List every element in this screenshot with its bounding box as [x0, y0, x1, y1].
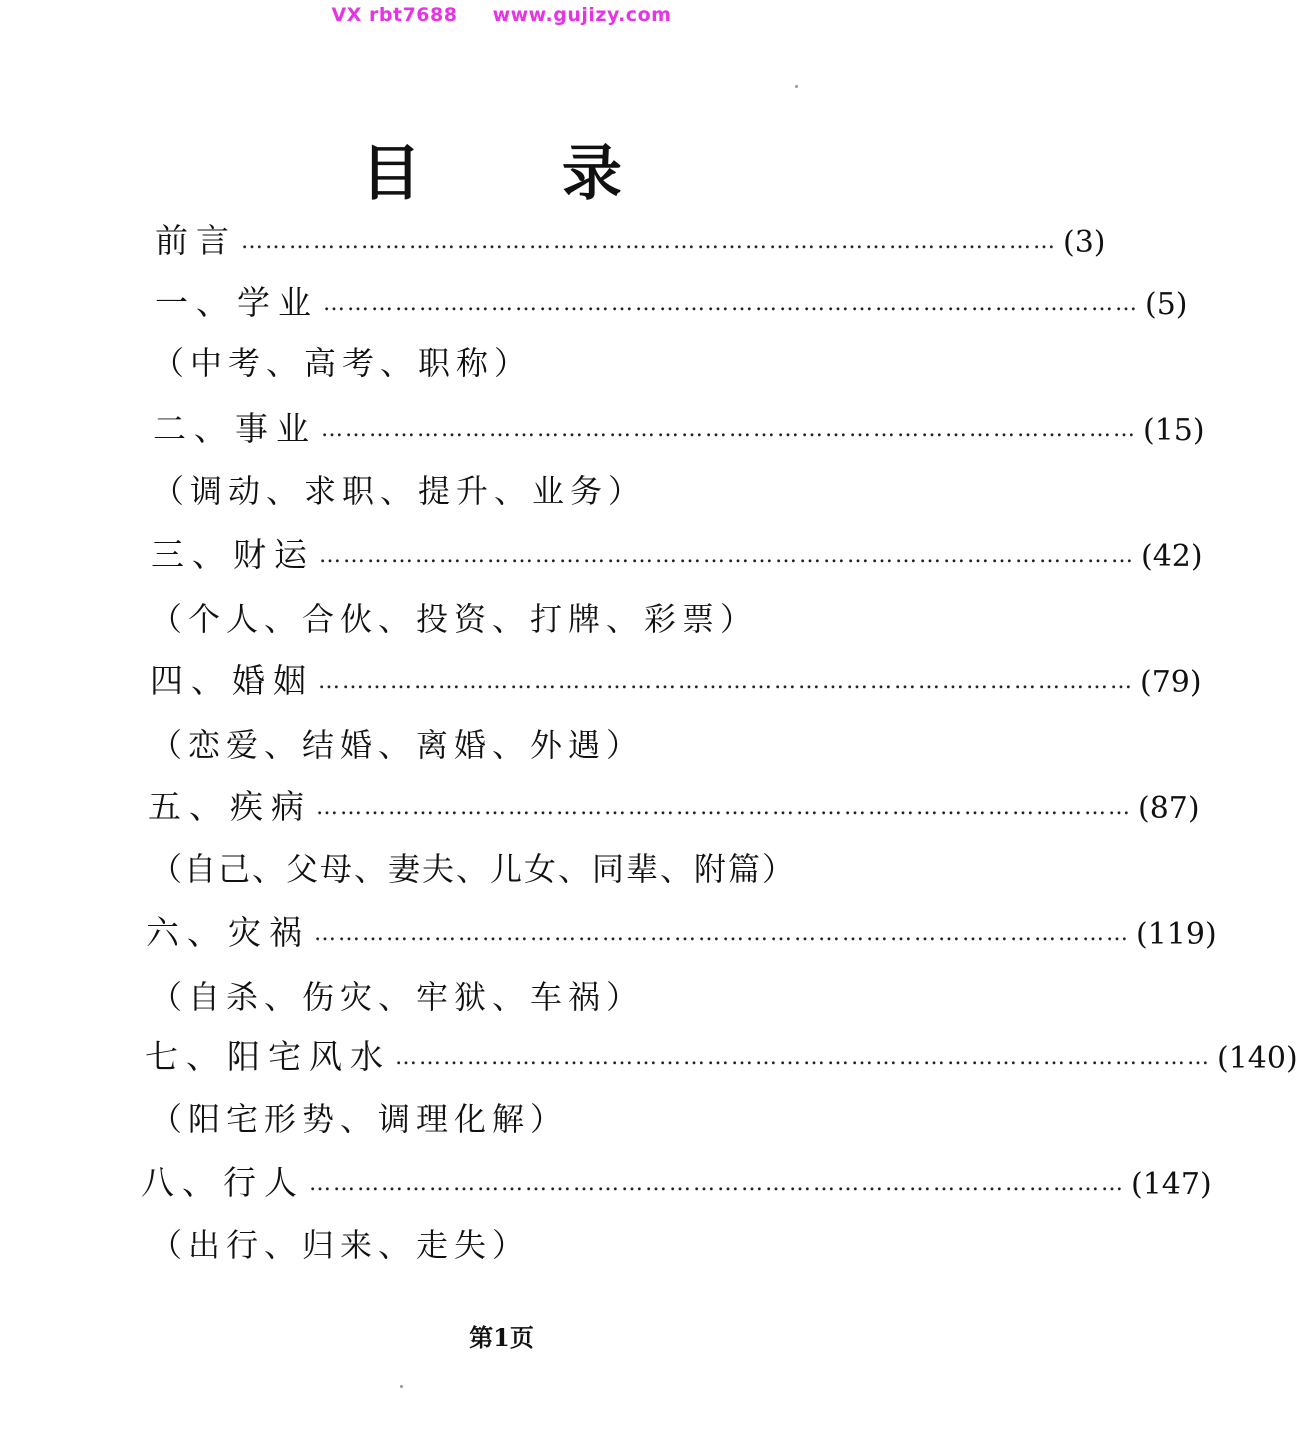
toc-entry-page: (42): [1141, 538, 1203, 574]
toc-entry-subtopics: （阳宅形势、调理化解）: [150, 1100, 569, 1138]
toc-entry-label: 一、学业: [155, 282, 319, 322]
toc-entry-label: 三、财运: [151, 534, 315, 574]
toc-entry: [150, 656, 1202, 700]
toc-entry-subtopics: （出行、归来、走失）: [150, 1226, 531, 1264]
toc-entry: [145, 1032, 1298, 1076]
toc-entry-page: (15): [1143, 412, 1205, 448]
toc-entry-page: (79): [1140, 664, 1202, 700]
toc-entry: [151, 530, 1203, 574]
toc-entry-label: 四、婚姻: [150, 660, 314, 700]
toc-entry: [155, 216, 1106, 260]
toc-entry-label: 七、阳宅风水: [145, 1036, 391, 1076]
page-number: 第1页: [469, 1323, 534, 1352]
leader-dots: …………………………………………………………………………………………: [318, 668, 1134, 694]
toc-entry-subtopics: （个人、合伙、投资、打牌、彩票）: [150, 600, 759, 638]
toc-entry-subtopics: （自己、父母、妻夫、儿女、同辈、附篇）: [150, 850, 797, 888]
leader-dots: …………………………………………………………………………………………: [316, 794, 1132, 820]
watermark-vx: VX rbt7688: [331, 4, 458, 26]
toc-entry-label: 二、事业: [153, 408, 317, 448]
toc-entry: [141, 1158, 1212, 1202]
toc-entry-subtopics: （恋爱、结婚、离婚、外遇）: [150, 726, 645, 764]
leader-dots: …………………………………………………………………………………………: [314, 920, 1130, 946]
toc-entry-page: (3): [1063, 224, 1106, 260]
leader-dots: …………………………………………………………………………………………: [321, 416, 1137, 442]
leader-dots: …………………………………………………………………………………………: [395, 1044, 1211, 1070]
leader-dots: …………………………………………………………………………………………: [241, 228, 1057, 254]
toc-entry-subtopics: （调动、求职、提升、业务）: [152, 472, 647, 510]
page-title: 目 录: [361, 139, 682, 209]
toc-entry: [146, 908, 1217, 952]
toc-entry-page: (119): [1136, 916, 1217, 952]
toc-entry-page: (140): [1217, 1040, 1298, 1076]
toc-entry-label: 前言: [155, 220, 237, 260]
toc-entry-subtopics: （自杀、伤灾、牢狱、车祸）: [150, 978, 645, 1016]
toc-entry-label: 五、疾病: [148, 786, 312, 826]
toc-entry: [148, 782, 1200, 826]
leader-dots: …………………………………………………………………………………………: [319, 542, 1135, 568]
toc-entry: [153, 404, 1205, 448]
scan-speck: [795, 85, 798, 88]
toc-entry: [155, 278, 1188, 322]
leader-dots: …………………………………………………………………………………………: [309, 1170, 1125, 1196]
toc-entry-page: (147): [1131, 1166, 1212, 1202]
toc-entry-label: 六、灾祸: [146, 912, 310, 952]
toc-entry-page: (5): [1145, 286, 1188, 322]
toc-entry-page: (87): [1138, 790, 1200, 826]
scan-speck: [400, 1385, 403, 1388]
toc-entry-subtopics: （中考、高考、职称）: [152, 344, 533, 382]
watermark-site: www.gujizy.com: [492, 4, 672, 26]
toc-entry-label: 八、行人: [141, 1162, 305, 1202]
leader-dots: …………………………………………………………………………………………: [323, 290, 1139, 316]
